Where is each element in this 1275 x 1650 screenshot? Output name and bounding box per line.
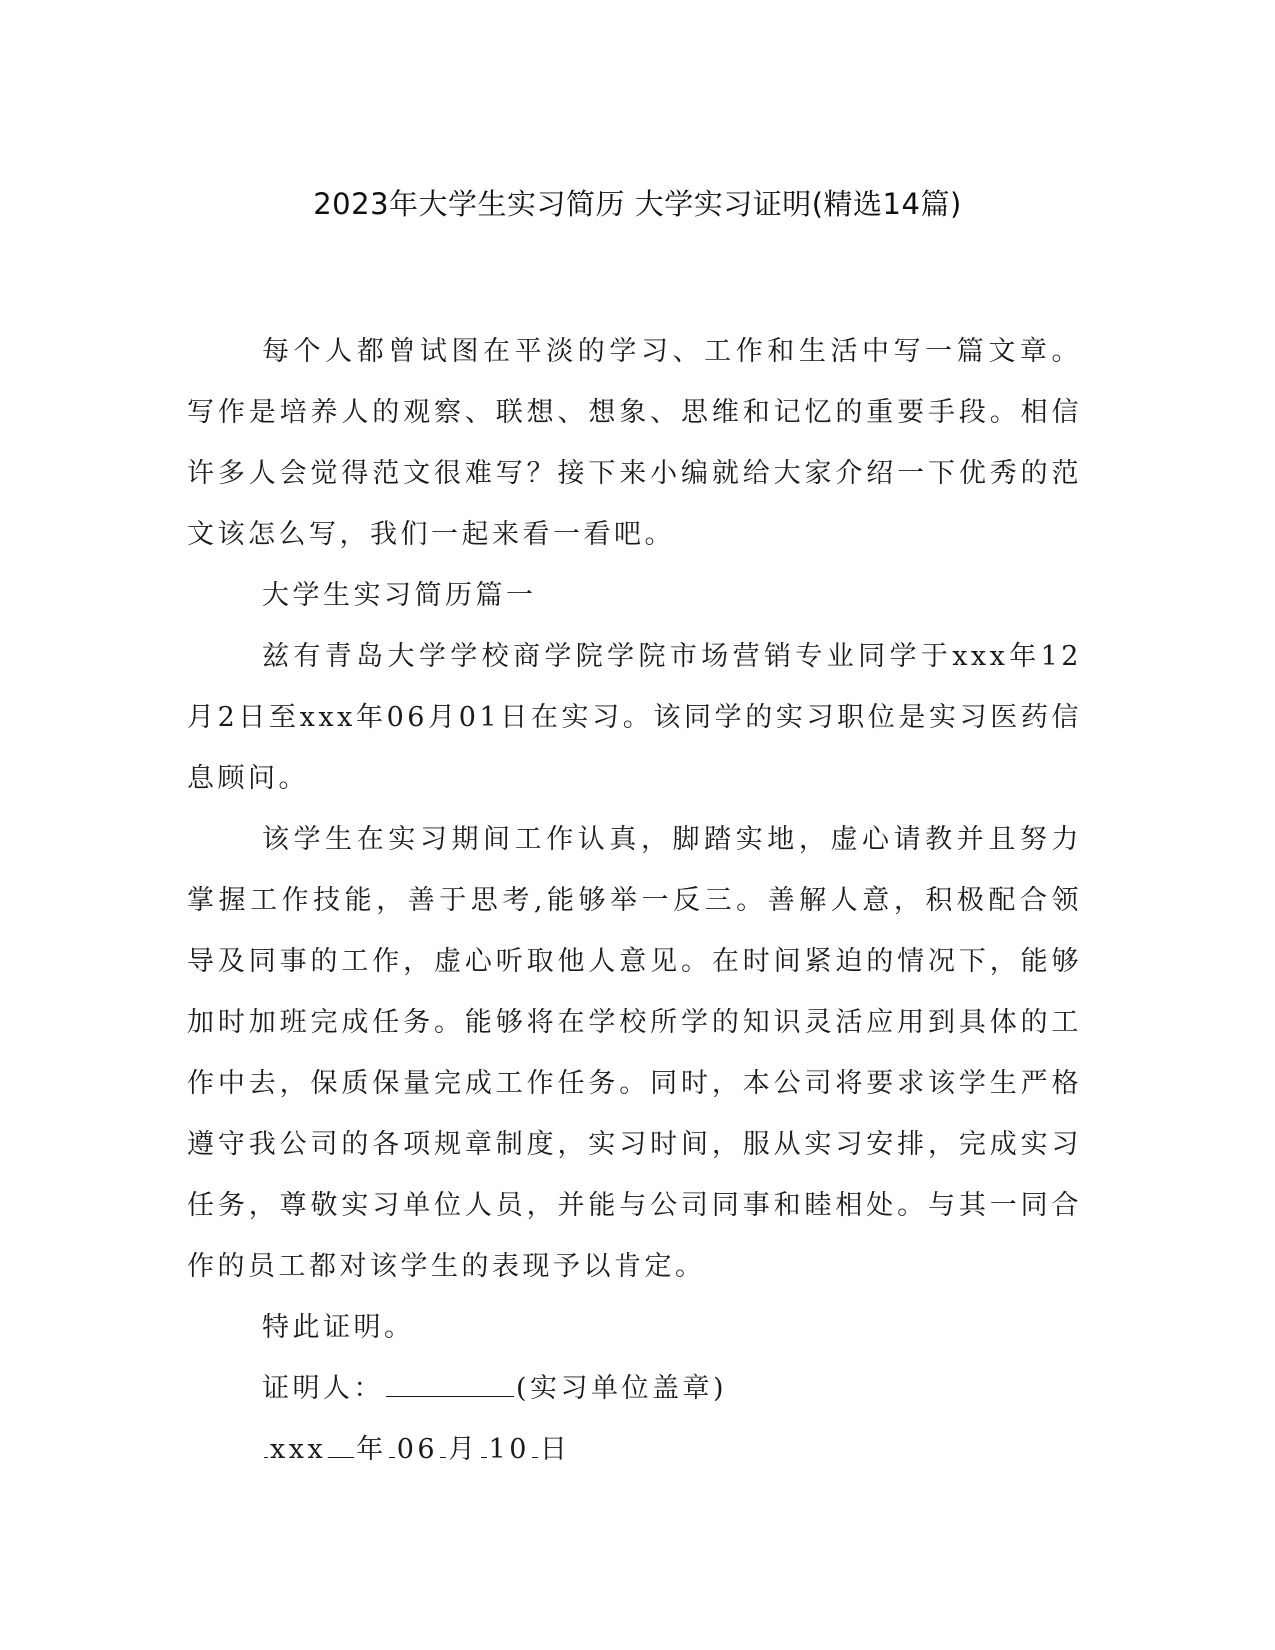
date-year-blank [328, 1431, 354, 1458]
document-body [187, 321, 1082, 1480]
date-month-unit: 月 [448, 1434, 479, 1465]
statement-paragraph: 兹有青岛大学学校商学院学院市场营销专业同学于xxx年12月2日至xxx年06月01日在实习。该同学的实习职位是实习医药信息顾问。 [187, 641, 1082, 794]
signature-label: 证明人： [262, 1373, 384, 1404]
closing-line: 特此证明。 [262, 1312, 415, 1343]
date-leading-blank [264, 1431, 268, 1458]
evaluation-paragraph: 该学生在实习期间工作认真，脚踏实地，虚心请教并且努力掌握工作技能，善于思考,能够举一反三。善解人意，积极配合领导及同事的工作，虚心听取他人意见。在时间紧迫的情况下，能够加时加班完成任务。能够将在学校所学的知识灵活应用到具体的工作中去，保质保量完成工作任务。同时，本公司将要求该学生严格遵守我公司的各项规章制度，实习时间，服从实习安排，完成实习任务，尊敬实习单位人员，并能与公司同事和睦相处。与其一同合作的员工都对该学生的表现予以肯定。 [187, 824, 1082, 1282]
date-year-unit: 年 [356, 1434, 387, 1465]
document-title: 2023年大学生实习简历 大学实习证明(精选14篇) [313, 187, 962, 221]
date-day-unit: 日 [539, 1434, 571, 1465]
date-line [187, 1419, 1082, 1480]
date-month-blank-before [389, 1431, 395, 1458]
date-day: 10 [488, 1434, 530, 1465]
signature-note: (实习单位盖章) [516, 1373, 728, 1404]
intro-paragraph: 每个人都曾试图在平淡的学习、工作和生活中写一篇文章。写作是培养人的观察、联想、想象、思维和记忆的重要手段。相信许多人会觉得范文很难写？接下来小编就给大家介绍一下优秀的范文该怎么写，我们一起来看一看吧。 [187, 336, 1082, 550]
date-month: 06 [396, 1434, 439, 1465]
section-heading: 大学生实习简历篇一 [262, 580, 537, 611]
date-month-blank-after [440, 1431, 446, 1458]
signature-line [187, 1358, 1082, 1419]
signature-blank [386, 1370, 514, 1397]
date-day-blank-before [481, 1431, 487, 1458]
date-day-blank-after [532, 1431, 538, 1458]
date-year: xxx [270, 1434, 327, 1465]
